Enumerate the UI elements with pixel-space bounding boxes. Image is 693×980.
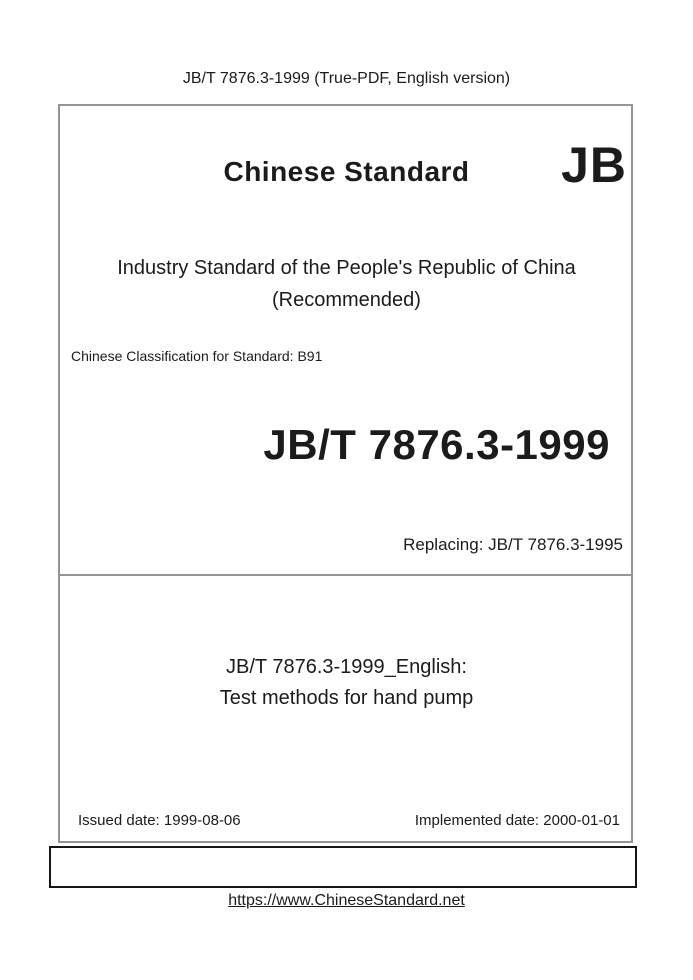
document-header-title: JB/T 7876.3-1999 (True-PDF, English version) [182,70,511,87]
replacing-note: Replacing: JB/T 7876.3-1995 [403,535,623,554]
english-title-line1: JB/T 7876.3-1999_English: [226,656,467,678]
cover-outer-box [58,104,633,843]
empty-notes-box [49,846,637,888]
english-title-line2: Test methods for hand pump [219,687,474,709]
brand-title: Chinese Standard [223,156,470,187]
cover-section-divider [58,574,633,576]
classification-label: Chinese Classification for Standard: B91 [71,348,323,364]
footer-website-link[interactable]: https://www.ChineseStandard.net [228,892,465,909]
org-statement-line1: Industry Standard of the People's Republic of China [117,257,576,279]
org-statement-line2: (Recommended) [272,289,421,311]
standard-number-title: JB/T 7876.3-1999 [263,421,610,468]
issued-date-label: Issued date: 1999-08-06 [78,812,241,829]
footer [0,892,693,910]
jb-logo-text: JB [561,137,627,193]
implemented-date-label: Implemented date: 2000-01-01 [414,812,620,829]
